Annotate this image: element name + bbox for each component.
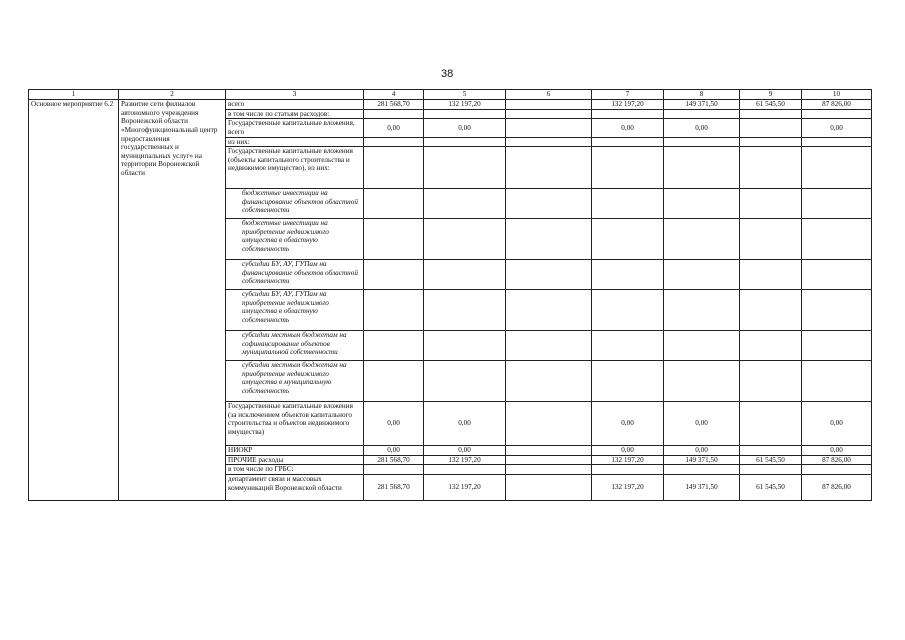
row-label: всего: [226, 100, 364, 110]
value-cell: 0,00: [424, 119, 506, 137]
value-cell: [592, 465, 664, 475]
value-cell: [364, 331, 424, 361]
value-cell: [740, 119, 802, 137]
header-cell: 6: [506, 90, 592, 100]
value-cell: [592, 147, 664, 189]
value-cell: [506, 100, 592, 110]
value-cell: [664, 260, 740, 290]
value-cell: [592, 361, 664, 402]
header-cell: 9: [740, 90, 802, 100]
row-label: НИОКР: [226, 446, 364, 456]
value-cell: [664, 109, 740, 119]
value-cell: [740, 361, 802, 402]
value-cell: [802, 331, 872, 361]
value-cell: [592, 260, 664, 290]
value-cell: [364, 109, 424, 119]
value-cell: [506, 189, 592, 219]
value-cell: [424, 109, 506, 119]
value-cell: [802, 189, 872, 219]
row-label: субсидии местным бюджетам на приобретение недвижимого имущества в муниципальную собственность: [226, 361, 364, 402]
value-cell: [506, 465, 592, 475]
value-cell: [424, 189, 506, 219]
value-cell: [664, 331, 740, 361]
value-cell: [506, 361, 592, 402]
header-cell: 8: [664, 90, 740, 100]
value-cell: [364, 137, 424, 147]
value-cell: [424, 260, 506, 290]
value-cell: 132 197,20: [424, 455, 506, 465]
value-cell: [664, 465, 740, 475]
value-cell: [664, 147, 740, 189]
row-label: в том числе по ГРБС:: [226, 465, 364, 475]
value-cell: 149 371,50: [664, 455, 740, 465]
value-cell: 87 826,00: [802, 475, 872, 501]
value-cell: [364, 189, 424, 219]
value-cell: [664, 137, 740, 147]
row-label: бюджетные инвестиции на приобретение недвижимого имущества в областную собственность: [226, 219, 364, 260]
value-cell: 281 568,70: [364, 475, 424, 501]
value-cell: 0,00: [364, 402, 424, 446]
value-cell: [802, 109, 872, 119]
value-cell: [740, 137, 802, 147]
value-cell: 0,00: [364, 119, 424, 137]
value-cell: [740, 109, 802, 119]
value-cell: 0,00: [592, 402, 664, 446]
row-label: в том числе по статьям расходов:: [226, 109, 364, 119]
row-label: субсидии БУ, АУ, ГУПам на приобретение недвижимого имущества в областную собственность: [226, 290, 364, 331]
row-label: Государственные капитальные вложения, всего: [226, 119, 364, 137]
value-cell: [740, 189, 802, 219]
value-cell: [506, 290, 592, 331]
value-cell: 0,00: [424, 402, 506, 446]
value-cell: [364, 361, 424, 402]
value-cell: [424, 219, 506, 260]
row-label: Государственные капитальные вложения (за исключением объектов капитального строительства и объектов недвижимого имущества): [226, 402, 364, 446]
value-cell: [592, 331, 664, 361]
row-label: из них:: [226, 137, 364, 147]
value-cell: [424, 147, 506, 189]
value-cell: 132 197,20: [424, 475, 506, 501]
value-cell: 0,00: [592, 446, 664, 456]
value-cell: [506, 402, 592, 446]
value-cell: [802, 147, 872, 189]
value-cell: 0,00: [592, 119, 664, 137]
value-cell: [364, 147, 424, 189]
value-cell: [664, 219, 740, 260]
value-cell: 0,00: [802, 402, 872, 446]
header-cell: 1: [29, 90, 119, 100]
value-cell: [506, 475, 592, 501]
value-cell: [664, 290, 740, 331]
value-cell: 132 197,20: [592, 455, 664, 465]
value-cell: [506, 119, 592, 137]
header-cell: 10: [802, 90, 872, 100]
value-cell: [424, 361, 506, 402]
table-row: [29, 100, 872, 110]
value-cell: [506, 109, 592, 119]
value-cell: [424, 290, 506, 331]
value-cell: 0,00: [664, 119, 740, 137]
header-cell: 3: [226, 90, 364, 100]
value-cell: [424, 331, 506, 361]
value-cell: [424, 465, 506, 475]
value-cell: 0,00: [364, 446, 424, 456]
header-cell: 7: [592, 90, 664, 100]
event-description-cell: Развитие сети филиалов автономного учреждения Воронежской области «Многофункциональный центр предоставления государственных и муниципальных услуг» на территории Воронежской области: [119, 100, 226, 501]
value-cell: [802, 465, 872, 475]
value-cell: 0,00: [664, 446, 740, 456]
row-label: субсидии местным бюджетам на софинансирование объектов муниципальной собственности: [226, 331, 364, 361]
header-cell: 4: [364, 90, 424, 100]
value-cell: [592, 137, 664, 147]
value-cell: [506, 455, 592, 465]
value-cell: [592, 290, 664, 331]
page-number: 38: [441, 68, 454, 80]
value-cell: [592, 189, 664, 219]
value-cell: [802, 137, 872, 147]
value-cell: 132 197,20: [424, 100, 506, 110]
value-cell: 132 197,20: [592, 475, 664, 501]
value-cell: 61 545,50: [740, 100, 802, 110]
value-cell: 87 826,00: [802, 455, 872, 465]
budget-table: [28, 89, 872, 501]
value-cell: [506, 331, 592, 361]
value-cell: [506, 446, 592, 456]
value-cell: [592, 219, 664, 260]
value-cell: 87 826,00: [802, 100, 872, 110]
value-cell: 132 197,20: [592, 100, 664, 110]
value-cell: [740, 331, 802, 361]
value-cell: [664, 189, 740, 219]
event-title-cell: Основное мероприятие 6.2: [29, 100, 119, 501]
row-label: Государственные капитальные вложения (объекты капитального строительства и недвижимое имущество), из них:: [226, 147, 364, 189]
header-cell: 5: [424, 90, 506, 100]
value-cell: [506, 219, 592, 260]
value-cell: 0,00: [802, 119, 872, 137]
value-cell: 281 568,70: [364, 100, 424, 110]
value-cell: 281 568,70: [364, 455, 424, 465]
value-cell: [740, 402, 802, 446]
value-cell: 0,00: [802, 446, 872, 456]
value-cell: [364, 260, 424, 290]
value-cell: [506, 260, 592, 290]
value-cell: [740, 446, 802, 456]
value-cell: 0,00: [664, 402, 740, 446]
value-cell: [802, 260, 872, 290]
header-row: [29, 90, 872, 100]
value-cell: [802, 290, 872, 331]
row-label: ПРОЧИЕ расходы: [226, 455, 364, 465]
value-cell: 61 545,50: [740, 475, 802, 501]
value-cell: [592, 109, 664, 119]
value-cell: [740, 465, 802, 475]
value-cell: [424, 137, 506, 147]
value-cell: [364, 219, 424, 260]
value-cell: [740, 219, 802, 260]
row-label: бюджетные инвестиции на финансирование объектов областной собственности: [226, 189, 364, 219]
row-label: субсидии БУ, АУ, ГУПам на финансирование объектов областной собственности: [226, 260, 364, 290]
value-cell: [364, 465, 424, 475]
value-cell: [506, 147, 592, 189]
value-cell: [802, 219, 872, 260]
value-cell: [506, 137, 592, 147]
value-cell: 0,00: [424, 446, 506, 456]
value-cell: [364, 290, 424, 331]
value-cell: [802, 361, 872, 402]
value-cell: 149 371,50: [664, 100, 740, 110]
row-label: департамент связи и массовых коммуникаций Воронежской области: [226, 475, 364, 501]
value-cell: [740, 260, 802, 290]
value-cell: [664, 361, 740, 402]
value-cell: 61 545,50: [740, 455, 802, 465]
value-cell: [740, 290, 802, 331]
value-cell: [740, 147, 802, 189]
header-cell: 2: [119, 90, 226, 100]
value-cell: 149 371,50: [664, 475, 740, 501]
